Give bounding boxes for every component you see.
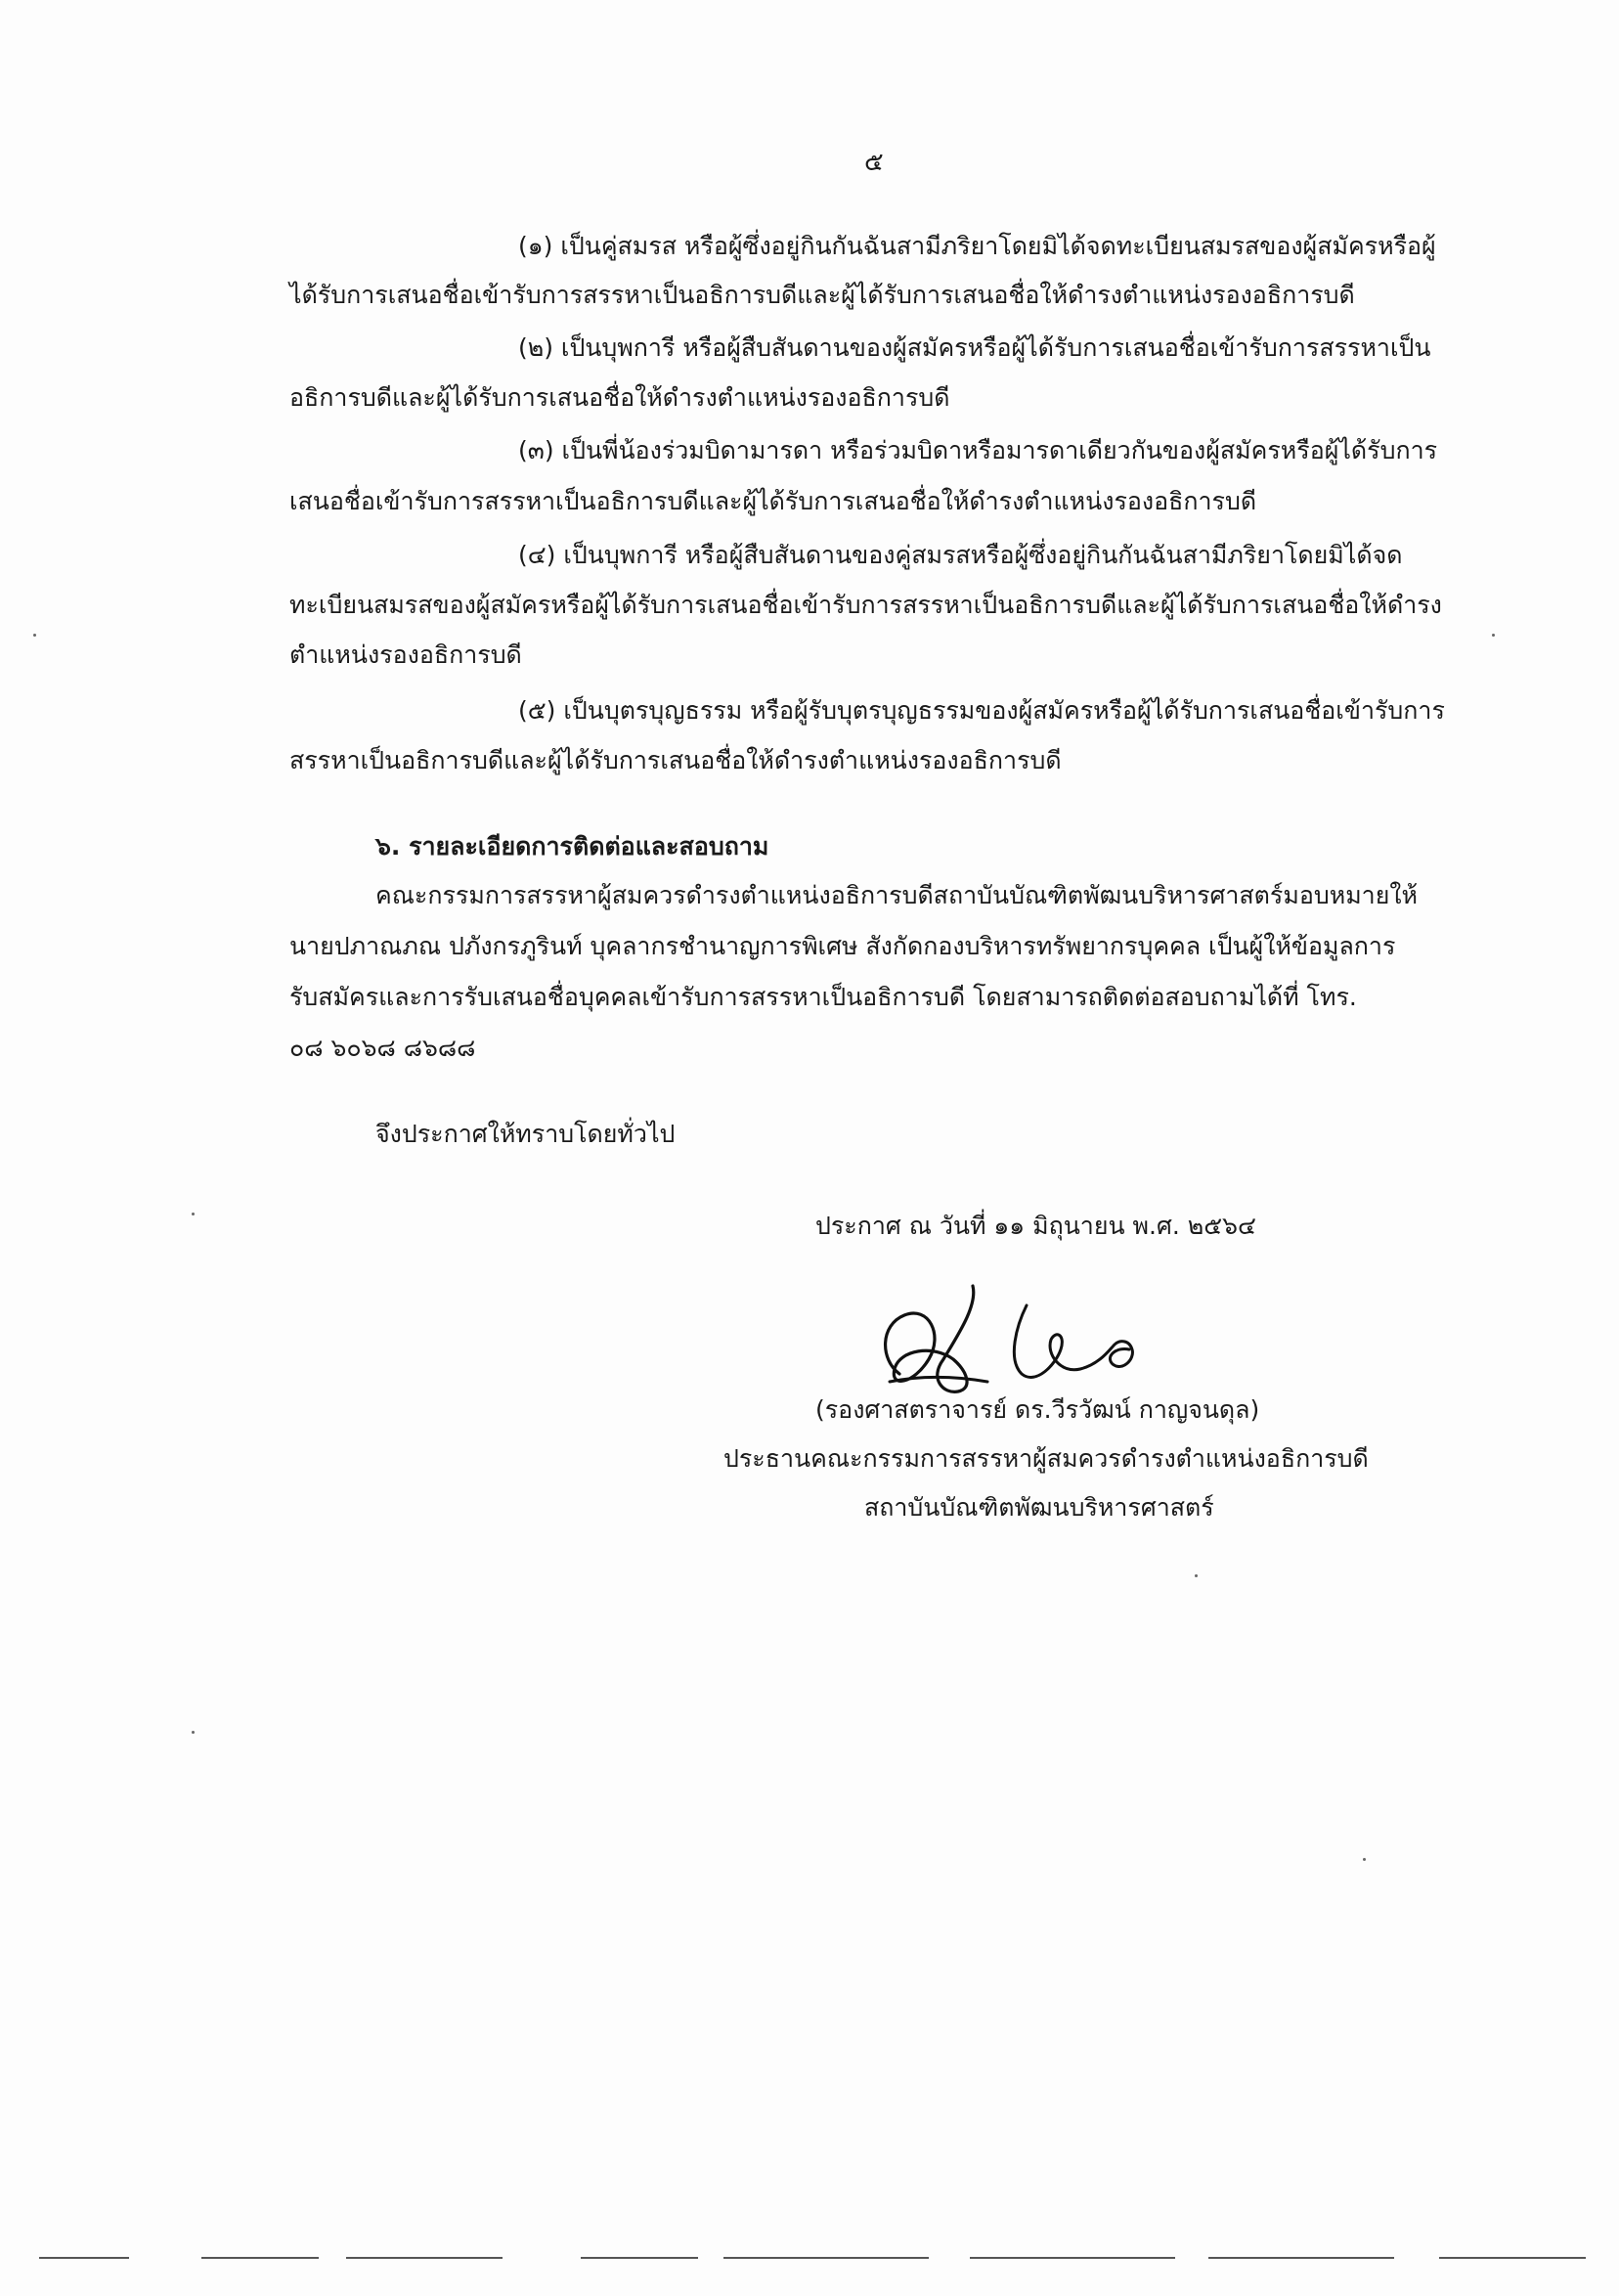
signer-organization: สถาบันบัณฑิตพัฒนบริหารศาสตร์ (864, 1493, 1214, 1522)
page-number: ๕ (864, 148, 884, 177)
scan-edge-line (1439, 2257, 1586, 2259)
item-1-line-2: ได้รับการเสนอชื่อเข้ารับการสรรหาเป็นอธิการบดีและผู้ได้รับการเสนอชื่อให้ดำรงตำแหน่งรองอธิการบดี (289, 281, 1355, 309)
item-3-line-1: (๓) เป็นพี่น้องร่วมบิดามารดา หรือร่วมบิดาหรือมารดาเดียวกันของผู้สมัครหรือผู้ได้รับการ (518, 436, 1438, 464)
scan-edge-line (39, 2257, 129, 2259)
scan-speck (1195, 1574, 1198, 1577)
announce-date: ประกาศ ณ วันที่ ๑๑ มิถุนายน พ.ศ. ๒๕๖๔ (815, 1212, 1256, 1240)
scan-edge-line (201, 2257, 319, 2259)
scan-edge-line (346, 2257, 503, 2259)
announce-text: จึงประกาศให้ทราบโดยทั่วไป (375, 1120, 676, 1148)
scan-speck (192, 1213, 195, 1215)
scan-speck (1492, 634, 1495, 637)
item-4-line-1: (๔) เป็นบุพการี หรือผู้สืบสันดานของคู่สมรสหรือผู้ซึ่งอยู่กินกันฉันสามีภริยาโดยมิได้จด (518, 541, 1403, 569)
scan-edge-line (723, 2257, 929, 2259)
item-5-line-2: สรรหาเป็นอธิการบดีและผู้ได้รับการเสนอชื่อให้ดำรงตำแหน่งรองอธิการบดี (289, 746, 1062, 774)
section-6-line-4: ๐๘ ๖๐๖๘ ๘๖๘๘ (289, 1034, 476, 1062)
item-4-line-3: ตำแหน่งรองอธิการบดี (289, 640, 522, 669)
item-4-line-2: ทะเบียนสมรสของผู้สมัครหรือผู้ได้รับการเสนอชื่อเข้ารับการสรรหาเป็นอธิการบดีและผู้ได้รับการเสนอชื่อให้ดำรง (289, 591, 1442, 619)
section-6-heading: ๖. รายละเอียดการติดต่อและสอบถาม (375, 832, 769, 861)
scan-speck (1363, 1858, 1366, 1861)
scan-speck (33, 634, 36, 637)
handwritten-signature (860, 1266, 1212, 1413)
section-6-line-3: รับสมัครและการรับเสนอชื่อบุคคลเข้ารับการสรรหาเป็นอธิการบดี โดยสามารถติดต่อสอบถามได้ที่ โทร. (289, 983, 1357, 1011)
scan-speck (192, 1731, 195, 1734)
signer-title: ประธานคณะกรรมการสรรหาผู้สมควรดำรงตำแหน่งอธิการบดี (723, 1444, 1369, 1473)
item-5-line-1: (๕) เป็นบุตรบุญธรรม หรือผู้รับบุตรบุญธรรมของผู้สมัครหรือผู้ได้รับการเสนอชื่อเข้ารับการ (518, 696, 1445, 725)
section-6-line-2: นายปภาณภณ ปภังกรภูรินท์ บุคลากรชำนาญการพิเศษ สังกัดกองบริหารทรัพยากรบุคคล เป็นผู้ให้ข้อมูลการ (289, 932, 1396, 960)
item-1-line-1: (๑) เป็นคู่สมรส หรือผู้ซึ่งอยู่กินกันฉันสามีภริยาโดยมิได้จดทะเบียนสมรสของผู้สมัครหรือผู้ (518, 232, 1436, 260)
section-6-line-1: คณะกรรมการสรรหาผู้สมควรดำรงตำแหน่งอธิการบดีสถาบันบัณฑิตพัฒนบริหารศาสตร์มอบหมายให้ (375, 881, 1419, 909)
scan-edge-line (970, 2257, 1175, 2259)
scan-edge-line (1208, 2257, 1394, 2259)
item-2-line-1: (๒) เป็นบุพการี หรือผู้สืบสันดานของผู้สมัครหรือผู้ได้รับการเสนอชื่อเข้ารับการสรรหาเป็น (518, 333, 1431, 362)
signer-name: (รองศาสตราจารย์ ดร.วีรวัฒน์ กาญจนดุล) (815, 1395, 1260, 1424)
scan-edge-line (581, 2257, 698, 2259)
item-3-line-2: เสนอชื่อเข้ารับการสรรหาเป็นอธิการบดีและผู้ได้รับการเสนอชื่อให้ดำรงตำแหน่งรองอธิการบดี (289, 487, 1257, 515)
item-2-line-2: อธิการบดีและผู้ได้รับการเสนอชื่อให้ดำรงตำแหน่งรองอธิการบดี (289, 383, 950, 412)
